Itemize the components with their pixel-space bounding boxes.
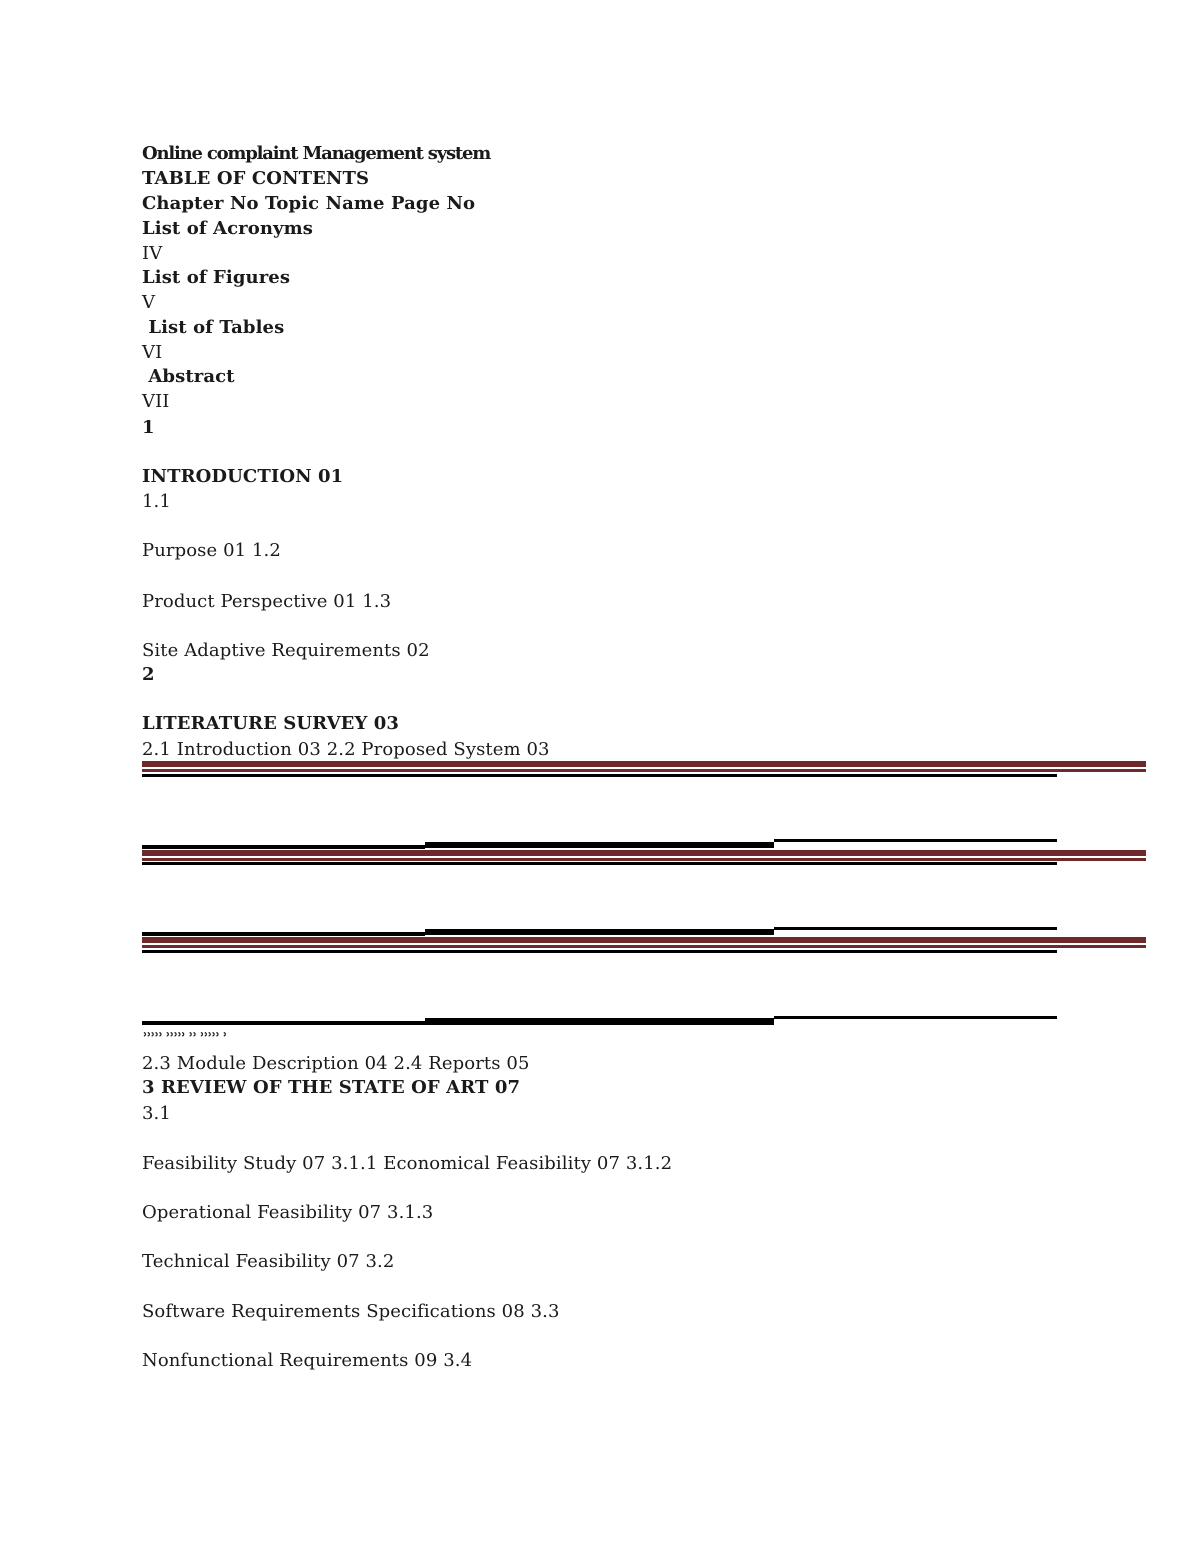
toc-line: LITERATURE SURVEY 03 xyxy=(142,713,400,734)
divider xyxy=(142,845,425,849)
toc-line: Abstract xyxy=(142,366,235,387)
toc-line: 1.1 xyxy=(142,491,171,512)
divider xyxy=(774,839,1057,842)
toc-line: 3.1 xyxy=(142,1103,171,1124)
toc-line: 2.1 Introduction 03 2.2 Proposed System 03 xyxy=(142,739,550,760)
column-headers: Chapter No Topic Name Page No xyxy=(142,193,476,214)
toc-line: Technical Feasibility 07 3.2 xyxy=(142,1251,395,1272)
toc-line: 3 REVIEW OF THE STATE OF ART 07 xyxy=(142,1077,521,1098)
divider xyxy=(142,858,1146,861)
toc-line: List of Tables xyxy=(142,317,285,338)
divider xyxy=(142,945,1146,948)
divider xyxy=(142,850,1146,856)
toc-line: 2.3 Module Description 04 2.4 Reports 05 xyxy=(142,1053,530,1074)
divider xyxy=(425,842,774,848)
divider xyxy=(774,927,1057,930)
divider xyxy=(142,769,1146,772)
divider xyxy=(425,929,774,935)
toc-line: Nonfunctional Requirements 09 3.4 xyxy=(142,1350,473,1371)
divider xyxy=(142,862,1057,865)
divider xyxy=(142,950,1057,953)
divider xyxy=(142,774,1057,777)
divider xyxy=(142,937,1146,943)
divider xyxy=(142,761,1146,767)
toc-line: List of Acronyms xyxy=(142,218,313,239)
toc-line: List of Figures xyxy=(142,267,291,288)
toc-line: Feasibility Study 07 3.1.1 Economical Feasibility 07 3.1.2 xyxy=(142,1153,673,1174)
toc-line: Purpose 01 1.2 xyxy=(142,540,281,561)
toc-line: VI xyxy=(142,342,163,363)
toc-line: Software Requirements Specifications 08 3.3 xyxy=(142,1301,560,1322)
toc-line: VII xyxy=(142,391,170,412)
toc-line: Operational Feasibility 07 3.1.3 xyxy=(142,1202,434,1223)
toc-line: 1 xyxy=(142,417,155,438)
toc-line: Site Adaptive Requirements 02 xyxy=(142,640,430,661)
divider xyxy=(774,1016,1057,1019)
divider xyxy=(142,932,425,936)
toc-heading: TABLE OF CONTENTS xyxy=(142,168,370,189)
divider xyxy=(425,1018,774,1025)
document-title: Online complaint Management system xyxy=(142,143,491,164)
toc-line: 2 xyxy=(142,664,155,685)
toc-line: V xyxy=(142,292,156,313)
toc-line: INTRODUCTION 01 xyxy=(142,466,344,487)
divider xyxy=(142,1021,425,1025)
toc-line: Product Perspective 01 1.3 xyxy=(142,591,392,612)
garbled-text: ʾʾʾʾʾ ʾʾʾʾʾ ʾʾ ʾʾʾʾʾ ʾ xyxy=(142,1029,226,1048)
toc-line: IV xyxy=(142,243,163,264)
